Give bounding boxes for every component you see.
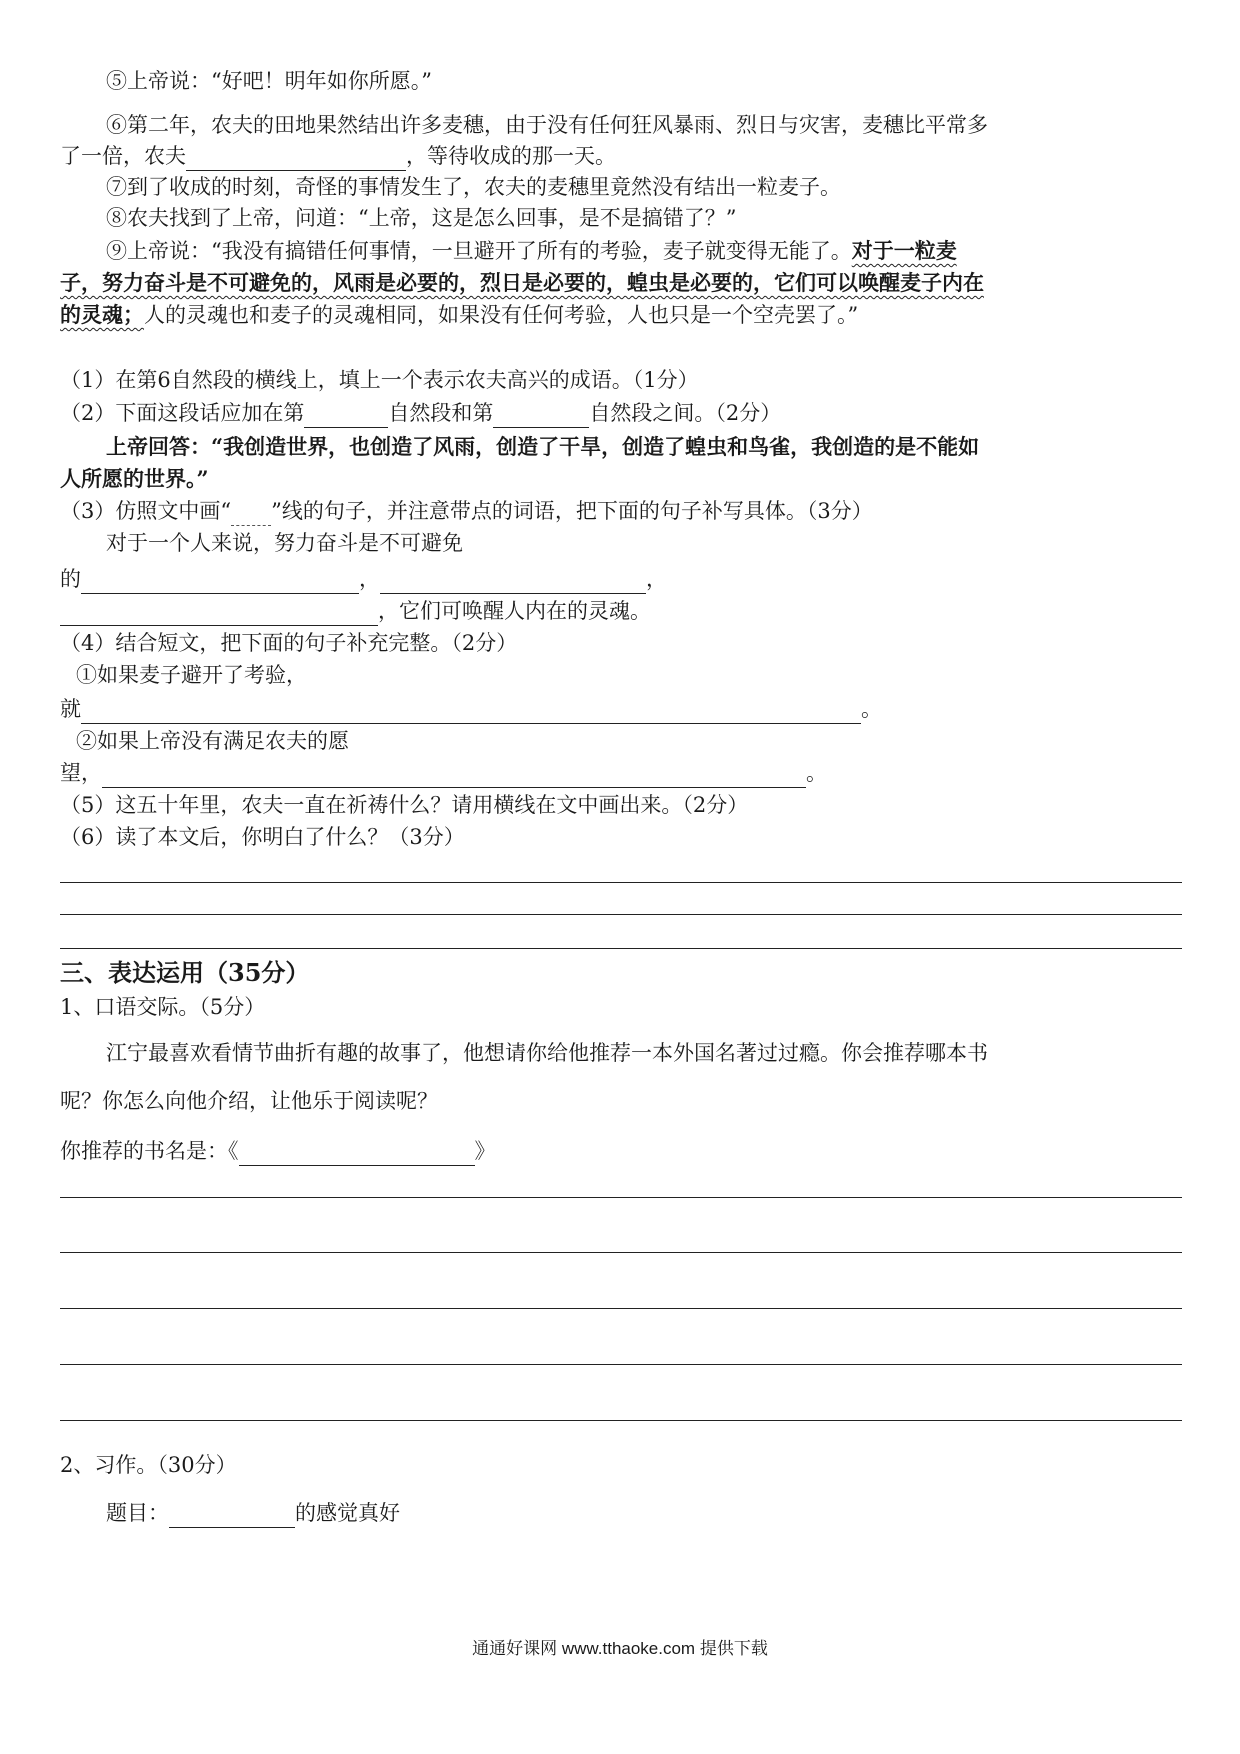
paragraph-9-line1	[106, 236, 957, 266]
question-4-2-prefix: 望，	[60, 761, 102, 785]
book-close: 》	[474, 1139, 496, 1163]
paragraph-9-bold-end: 的灵魂；	[60, 302, 144, 327]
question-6: （6）读了本文后，你明白了什么？（3分）	[60, 825, 465, 849]
topic-blank[interactable]	[169, 1505, 295, 1528]
answer-blank-3c[interactable]	[60, 603, 378, 626]
idiom-blank[interactable]	[186, 148, 406, 171]
question-3-text-a: （3）仿照文中画“	[60, 499, 232, 523]
comma-2: ，	[646, 567, 667, 591]
paragraph-number-blank-1[interactable]	[304, 405, 388, 428]
paragraph-7: ⑦到了收成的时刻，奇怪的事情发生了，农夫的麦穗里竟然没有结出一粒麦子。	[106, 175, 841, 199]
wavy-line-sample	[231, 511, 271, 526]
question-4: （4）结合短文，把下面的句子补充完整。（2分）	[60, 631, 518, 655]
oral-communication-line1: 江宁最喜欢看情节曲折有趣的故事了，他想请你给他推荐一本外国名著过过瘾。你会推荐哪本书	[106, 1041, 988, 1065]
answer-blank-3b[interactable]	[380, 571, 646, 594]
composition-topic	[106, 1498, 400, 1528]
oral-communication-line2: 呢？你怎么向他介绍，让他乐于阅读呢？	[60, 1089, 438, 1113]
paragraph-9-plain: ⑨上帝说：“我没有搞错任何事情，一旦避开了所有的考验，麦子就变得无能了。	[106, 239, 852, 263]
paragraph-9-line3	[60, 300, 858, 330]
paragraph-8: ⑧农夫找到了上帝，问道：“上帝，这是怎么回事，是不是搞错了？”	[106, 206, 737, 230]
answer-blank-3a[interactable]	[81, 571, 359, 594]
topic-suffix: 的感觉真好	[295, 1501, 400, 1525]
question-4-1: ①如果麦子避开了考验，	[76, 663, 307, 687]
paragraph-5: ⑤上帝说：“好吧！明年如你所愿。”	[106, 69, 432, 93]
question-3	[60, 496, 873, 526]
question-3-line2	[60, 564, 667, 594]
answer-blank-4a[interactable]	[81, 701, 861, 724]
question-2-text-c: 自然段之间。（2分）	[589, 401, 782, 425]
paragraph-6-line2	[60, 141, 616, 171]
question-4-1-line	[60, 694, 882, 724]
composition-title: 2、习作。（30分）	[60, 1453, 237, 1477]
paragraph-6-line1: ⑥第二年，农夫的田地果然结出许多麦穗，由于没有任何狂风暴雨、烈日与灾害，麦穗比平常多	[106, 113, 988, 137]
answer-line-6c[interactable]	[60, 948, 1182, 949]
writing-line-1[interactable]	[60, 1197, 1182, 1198]
question-2-text-a: （2）下面这段话应加在第	[60, 401, 305, 425]
writing-line-5[interactable]	[60, 1420, 1182, 1421]
question-2-text-b: 自然段和第	[388, 401, 494, 425]
period-1: 。	[861, 697, 882, 721]
question-5: （5）这五十年里，农夫一直在祈祷什么？请用横线在文中画出来。（2分）	[60, 793, 749, 817]
question-3-suffix: ，它们可唤醒人内在的灵魂。	[378, 599, 651, 623]
question-3-line3	[60, 596, 651, 626]
question-2-quote-line1: 上帝回答：“我创造世界，也创造了风雨，创造了干旱，创造了蝗虫和鸟雀，我创造的是不能如	[106, 434, 980, 459]
question-3-prefix: 的	[60, 567, 81, 591]
page-footer: 通通好课网 www.tthaoke.com 提供下载	[472, 1639, 768, 1658]
question-4-2-line	[60, 758, 827, 788]
answer-line-6b[interactable]	[60, 914, 1182, 915]
paragraph-9-bold-start: 对于一粒麦	[851, 238, 957, 263]
question-4-2: ②如果上帝没有满足农夫的愿	[76, 729, 349, 753]
paragraph-9-rest: 人的灵魂也和麦子的灵魂相同，如果没有任何考验，人也只是一个空壳罢了。”	[144, 303, 859, 327]
section-3-heading: 三、表达运用（35分）	[60, 958, 310, 987]
book-recommendation	[60, 1136, 496, 1166]
writing-line-2[interactable]	[60, 1252, 1182, 1253]
book-prompt: 你推荐的书名是：《	[60, 1139, 239, 1163]
topic-prefix: 题目：	[106, 1501, 169, 1525]
writing-line-4[interactable]	[60, 1364, 1182, 1365]
paragraph-number-blank-2[interactable]	[493, 405, 589, 428]
answer-blank-4b[interactable]	[102, 765, 806, 788]
paragraph-6-suffix: ，等待收成的那一天。	[406, 144, 616, 168]
question-3-lead: 对于一个人来说，努力奋斗是不可避免	[106, 531, 463, 555]
oral-communication-title: 1、口语交际。（5分）	[60, 995, 266, 1019]
paragraph-9-line2: 子，努力奋斗是不可避免的，风雨是必要的，烈日是必要的，蝗虫是必要的，它们可以唤醒麦子内在	[60, 270, 984, 295]
question-2-quote-line2: 人所愿的世界。”	[60, 466, 209, 491]
paragraph-6-prefix: 了一倍，农夫	[60, 144, 186, 168]
question-2	[60, 398, 781, 428]
book-title-blank[interactable]	[239, 1143, 475, 1166]
comma-1: ，	[359, 567, 380, 591]
question-1: （1）在第6自然段的横线上，填上一个表示农夫高兴的成语。（1分）	[60, 368, 699, 392]
question-3-text-b: ”线的句子，并注意带点的词语，把下面的句子补写具体。（3分）	[271, 499, 873, 523]
writing-line-3[interactable]	[60, 1308, 1182, 1309]
question-4-1-prefix: 就	[60, 697, 81, 721]
period-2: 。	[806, 761, 827, 785]
answer-line-6a[interactable]	[60, 882, 1182, 883]
